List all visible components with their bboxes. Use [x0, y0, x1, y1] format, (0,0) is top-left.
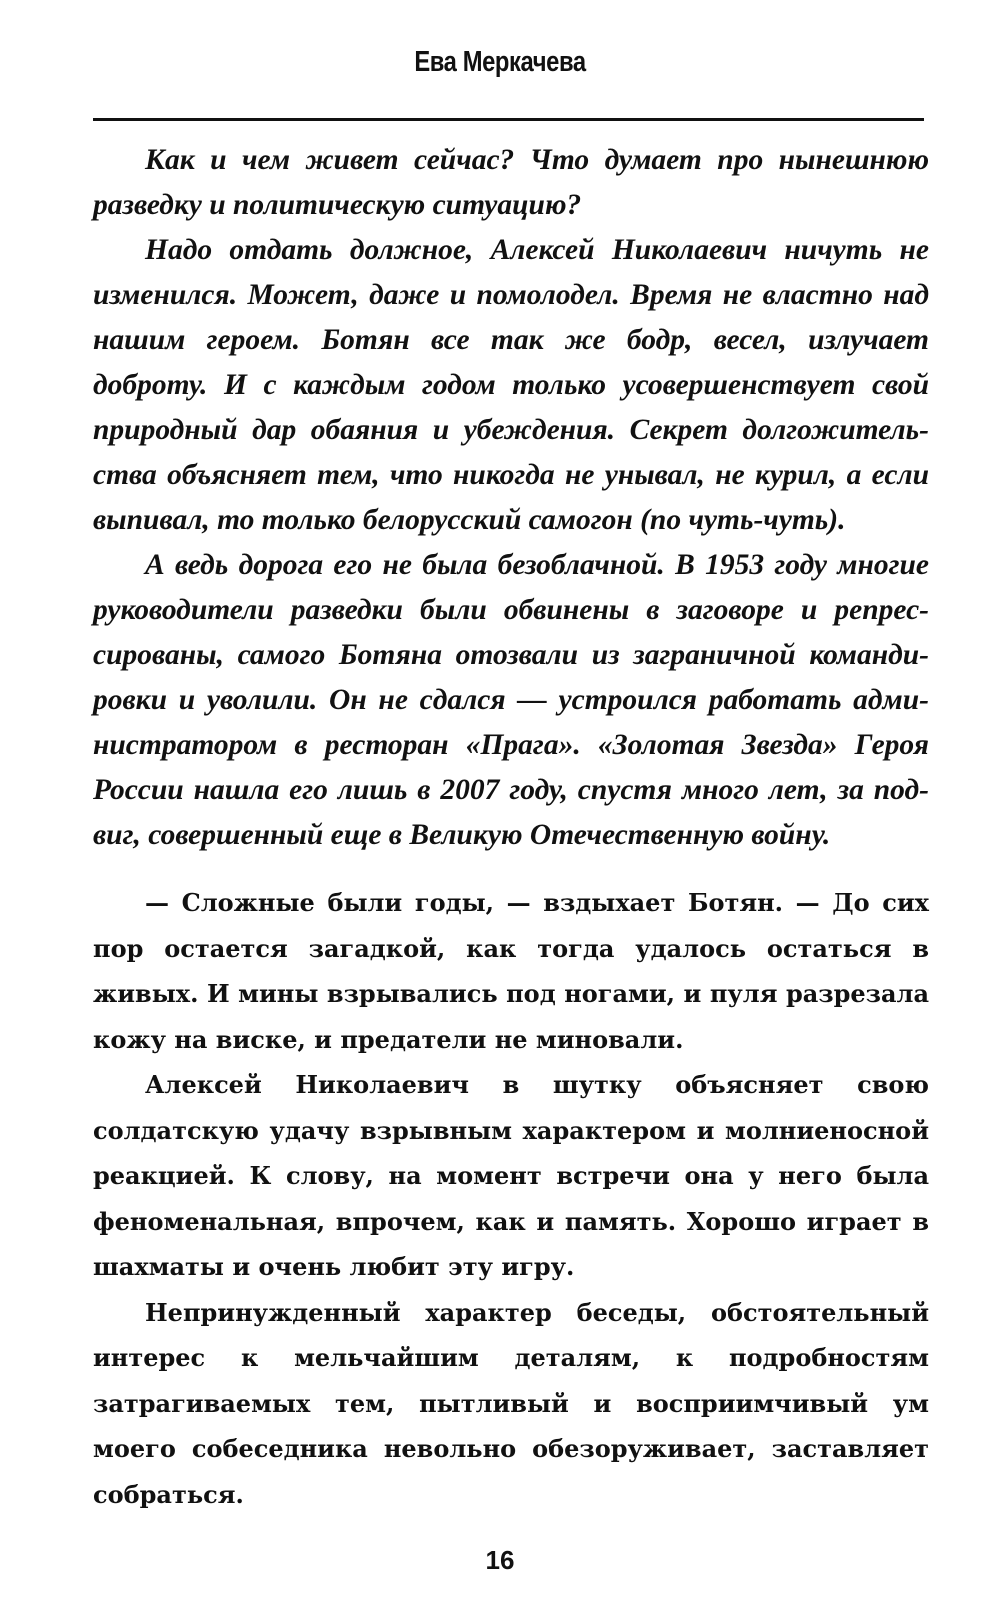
italic-paragraph: А ведь дорога его не была безоблачной. В 1953 году многие руководители разведки были обвинены в заговоре и репрессированы, самого Ботяна отозвали из заграничной командировки и уволили. Он не сдался — устроился работать администратором в ресторан «Прага». «Золотая Звезда» Героя России нашла его лишь в 2007 году, спустя много лет, за подвиг, совершенный еще в Великую Отечественную войну.	[93, 549, 929, 851]
body-paragraph: — Сложные были годы, — вздыхает Ботян. — До сих пор остается загадкой, как тогда удалось остаться в живых. И мины взрывались под ногами, и пуля разрезала кожу на виске, и предатели не миновали.	[93, 888, 929, 1054]
italic-paragraph: Как и чем живет сейчас? Что думает про нынешнюю разведку и политическую ситуацию?	[93, 144, 929, 221]
header-divider	[93, 118, 924, 121]
main-text-section	[93, 880, 929, 1517]
body-paragraph: Непринужденный характер беседы, обстоятельный интерес к мельчайшим деталям, к подробностям затрагиваемых тем, пытливый и восприимчивый ум моего собеседника невольно обезоруживает, заставляет собраться.	[93, 1297, 929, 1509]
italic-paragraph: Надо отдать должное, Алексей Николаевич ничуть не изменился. Может, даже и помолодел. Время не властно над нашим героем. Ботян все так же бодр, весел, излучает доброту. И с каждым годом только усовершенствует свой природный дар обаяния и убеждения. Секрет долгожительства объясняет тем, что никогда не унывал, не курил, а если выпивал, то только белорусский самогон (по чуть-чуть).	[93, 234, 929, 536]
running-header-author: Ева Меркачева	[414, 46, 586, 78]
page-number: 16	[485, 1545, 515, 1575]
body-paragraph: Алексей Николаевич в шутку объясняет свою солдатскую удачу взрывным характером и молниеносной реакцией. К слову, на момент встречи она у него была феноменальная, впрочем, как и память. Хорошо играет в шахматы и очень любит эту игру.	[93, 1070, 929, 1281]
italic-section	[93, 138, 929, 858]
